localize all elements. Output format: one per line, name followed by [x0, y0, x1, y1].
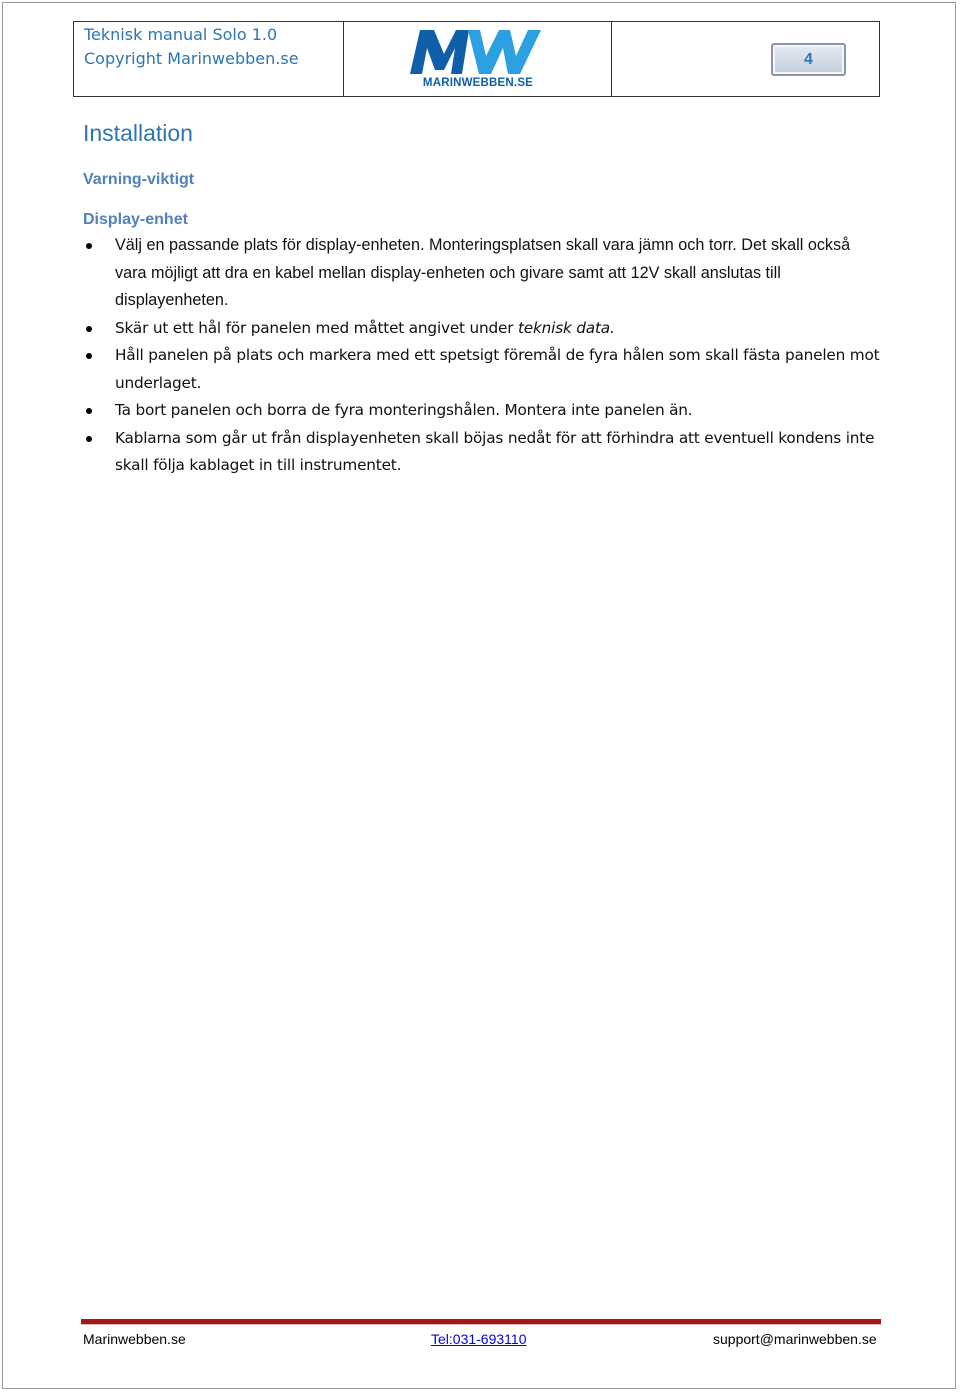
list-item-emphasis: teknisk data.: [517, 318, 615, 337]
bullet-icon: [86, 353, 92, 359]
page-number-badge: 4: [771, 43, 846, 76]
copyright-line: Copyright Marinwebben.se: [84, 49, 299, 68]
list-item: [83, 425, 883, 480]
list-item-text: Kablarna som går ut från displayenheten skall böjas nedåt för att förhindra att eventuell kondens inte skall följa kablaget in till instrumentet.: [115, 428, 875, 474]
warning-subheading: Varning-viktigt: [83, 171, 195, 188]
marinwebben-logo: [404, 26, 554, 92]
manual-title: Teknisk manual Solo 1.0: [84, 25, 278, 44]
bullet-icon: [86, 326, 92, 332]
bullet-icon: [86, 243, 92, 249]
list-item: [83, 342, 883, 397]
header-logo-cell: [344, 22, 612, 96]
footer-email: support@marinwebben.se: [713, 1331, 877, 1347]
list-item: [83, 232, 883, 315]
footer-website: Marinwebben.se: [83, 1331, 186, 1347]
bullet-icon: [86, 408, 92, 414]
display-subheading: Display-enhet: [83, 211, 188, 228]
instruction-list: [83, 232, 883, 480]
list-item-text: Skär ut ett hål för panelen med måttet angivet under: [115, 318, 518, 337]
list-item-text: Håll panelen på plats och markera med ett spetsigt föremål de fyra hålen som skall fästa panelen mot underlaget.: [115, 346, 880, 392]
header-title-cell: [74, 22, 344, 96]
logo-text: MARINWEBBEN.SE: [422, 77, 534, 89]
page-header: [73, 21, 880, 97]
list-item-text: Välj en passande plats för display-enheten. Monteringsplatsen skall vara jämn och torr. Det skall också vara möjligt att dra en kabel mellan display-enheten och givare samt att 12V skall anslutas till displayenheten.: [115, 236, 851, 309]
list-item-text: Ta bort panelen och borra de fyra monteringshålen. Montera inte panelen än.: [115, 401, 693, 419]
section-heading: Installation: [83, 120, 193, 146]
list-item: [83, 397, 883, 425]
mw-logo-icon: [404, 26, 554, 78]
header-page-cell: [612, 22, 879, 96]
bullet-icon: [86, 436, 92, 442]
footer-divider: [81, 1319, 881, 1325]
footer-phone-link[interactable]: Tel:031-693110: [431, 1331, 527, 1347]
list-item: [83, 315, 883, 343]
